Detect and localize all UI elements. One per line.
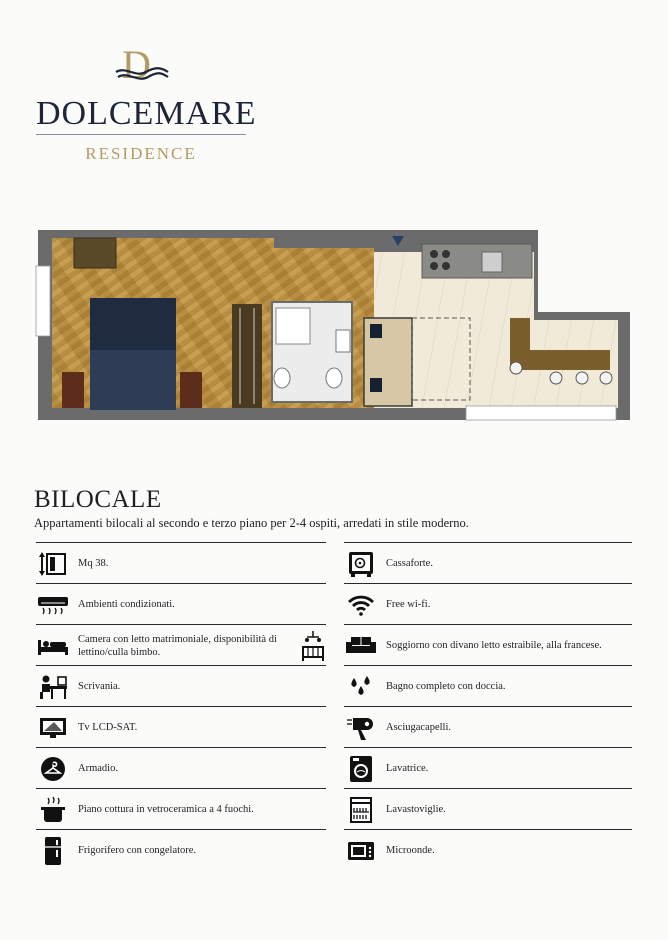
feature-label: Frigorifero con congelatore.: [78, 845, 197, 856]
feature-label: Ambienti condizionati.: [78, 599, 175, 610]
air-conditioner-icon: [36, 591, 70, 619]
feature-label: Tv LCD-SAT.: [78, 722, 138, 733]
feature-label: Mq 38.: [78, 558, 109, 569]
logo-letter: D: [122, 42, 151, 87]
feature-label: Asciugacapelli.: [386, 722, 452, 733]
feature-label: Cassaforte.: [386, 558, 433, 569]
feature-item: [36, 624, 326, 666]
feature-item: [344, 542, 632, 584]
feature-item: [344, 665, 632, 707]
apartment-title: BILOCALE: [34, 486, 162, 513]
feature-label: Lavatrice.: [386, 763, 429, 774]
crib-icon: [300, 630, 326, 662]
feature-item: [344, 583, 632, 625]
feature-label: Free wi-fi.: [386, 599, 431, 610]
feature-label: Soggiorno con divano letto estraibile, alla francese.: [386, 640, 602, 651]
feature-item: [36, 583, 326, 625]
feature-item: [344, 747, 632, 789]
desk-icon: [36, 673, 70, 701]
feature-item: [344, 624, 632, 666]
microwave-icon: [344, 837, 378, 865]
feature-item: [36, 665, 326, 707]
feature-item: [36, 542, 326, 584]
apartment-description: Appartamenti bilocali al secondo e terzo piano per 2-4 ospiti, arredati in stile moderno.: [34, 516, 469, 530]
area-icon: [36, 550, 70, 578]
hanger-icon: [36, 755, 70, 783]
feature-item: [344, 706, 632, 748]
feature-label: Camera con letto matrimoniale, disponibilità di lettino/culla bimbo.: [78, 633, 277, 658]
feature-label: Bagno completo con doccia.: [386, 681, 506, 692]
dishwasher-icon: [344, 796, 378, 824]
wifi-icon: [344, 591, 378, 619]
feature-label: Scrivania.: [78, 681, 121, 692]
washing-machine-icon: [344, 755, 378, 783]
feature-label: Microonde.: [386, 845, 435, 856]
feature-label: Armadio.: [78, 763, 118, 774]
feature-label: Lavastoviglie.: [386, 804, 446, 815]
logo-mark: [112, 42, 172, 94]
feature-item: [36, 747, 326, 789]
feature-item: [36, 788, 326, 830]
safe-icon: [344, 550, 378, 578]
feature-item: [36, 706, 326, 748]
sofa-icon: [344, 632, 378, 660]
bed-icon: [36, 632, 70, 660]
tv-icon: [36, 714, 70, 742]
cooktop-icon: [36, 796, 70, 824]
brand-tagline: RESIDENCE: [85, 144, 197, 163]
feature-item: [36, 829, 326, 871]
water-drops-icon: [344, 673, 378, 701]
feature-item: [344, 788, 632, 830]
fridge-icon: [36, 837, 70, 865]
brand-divider: [36, 134, 246, 135]
floor-plan: [30, 222, 640, 434]
feature-label: Piano cottura in vetroceramica a 4 fuochi.: [78, 804, 254, 815]
feature-item: [344, 829, 632, 871]
brand-name: DOLCEMARE: [36, 95, 257, 132]
hairdryer-icon: [344, 714, 378, 742]
